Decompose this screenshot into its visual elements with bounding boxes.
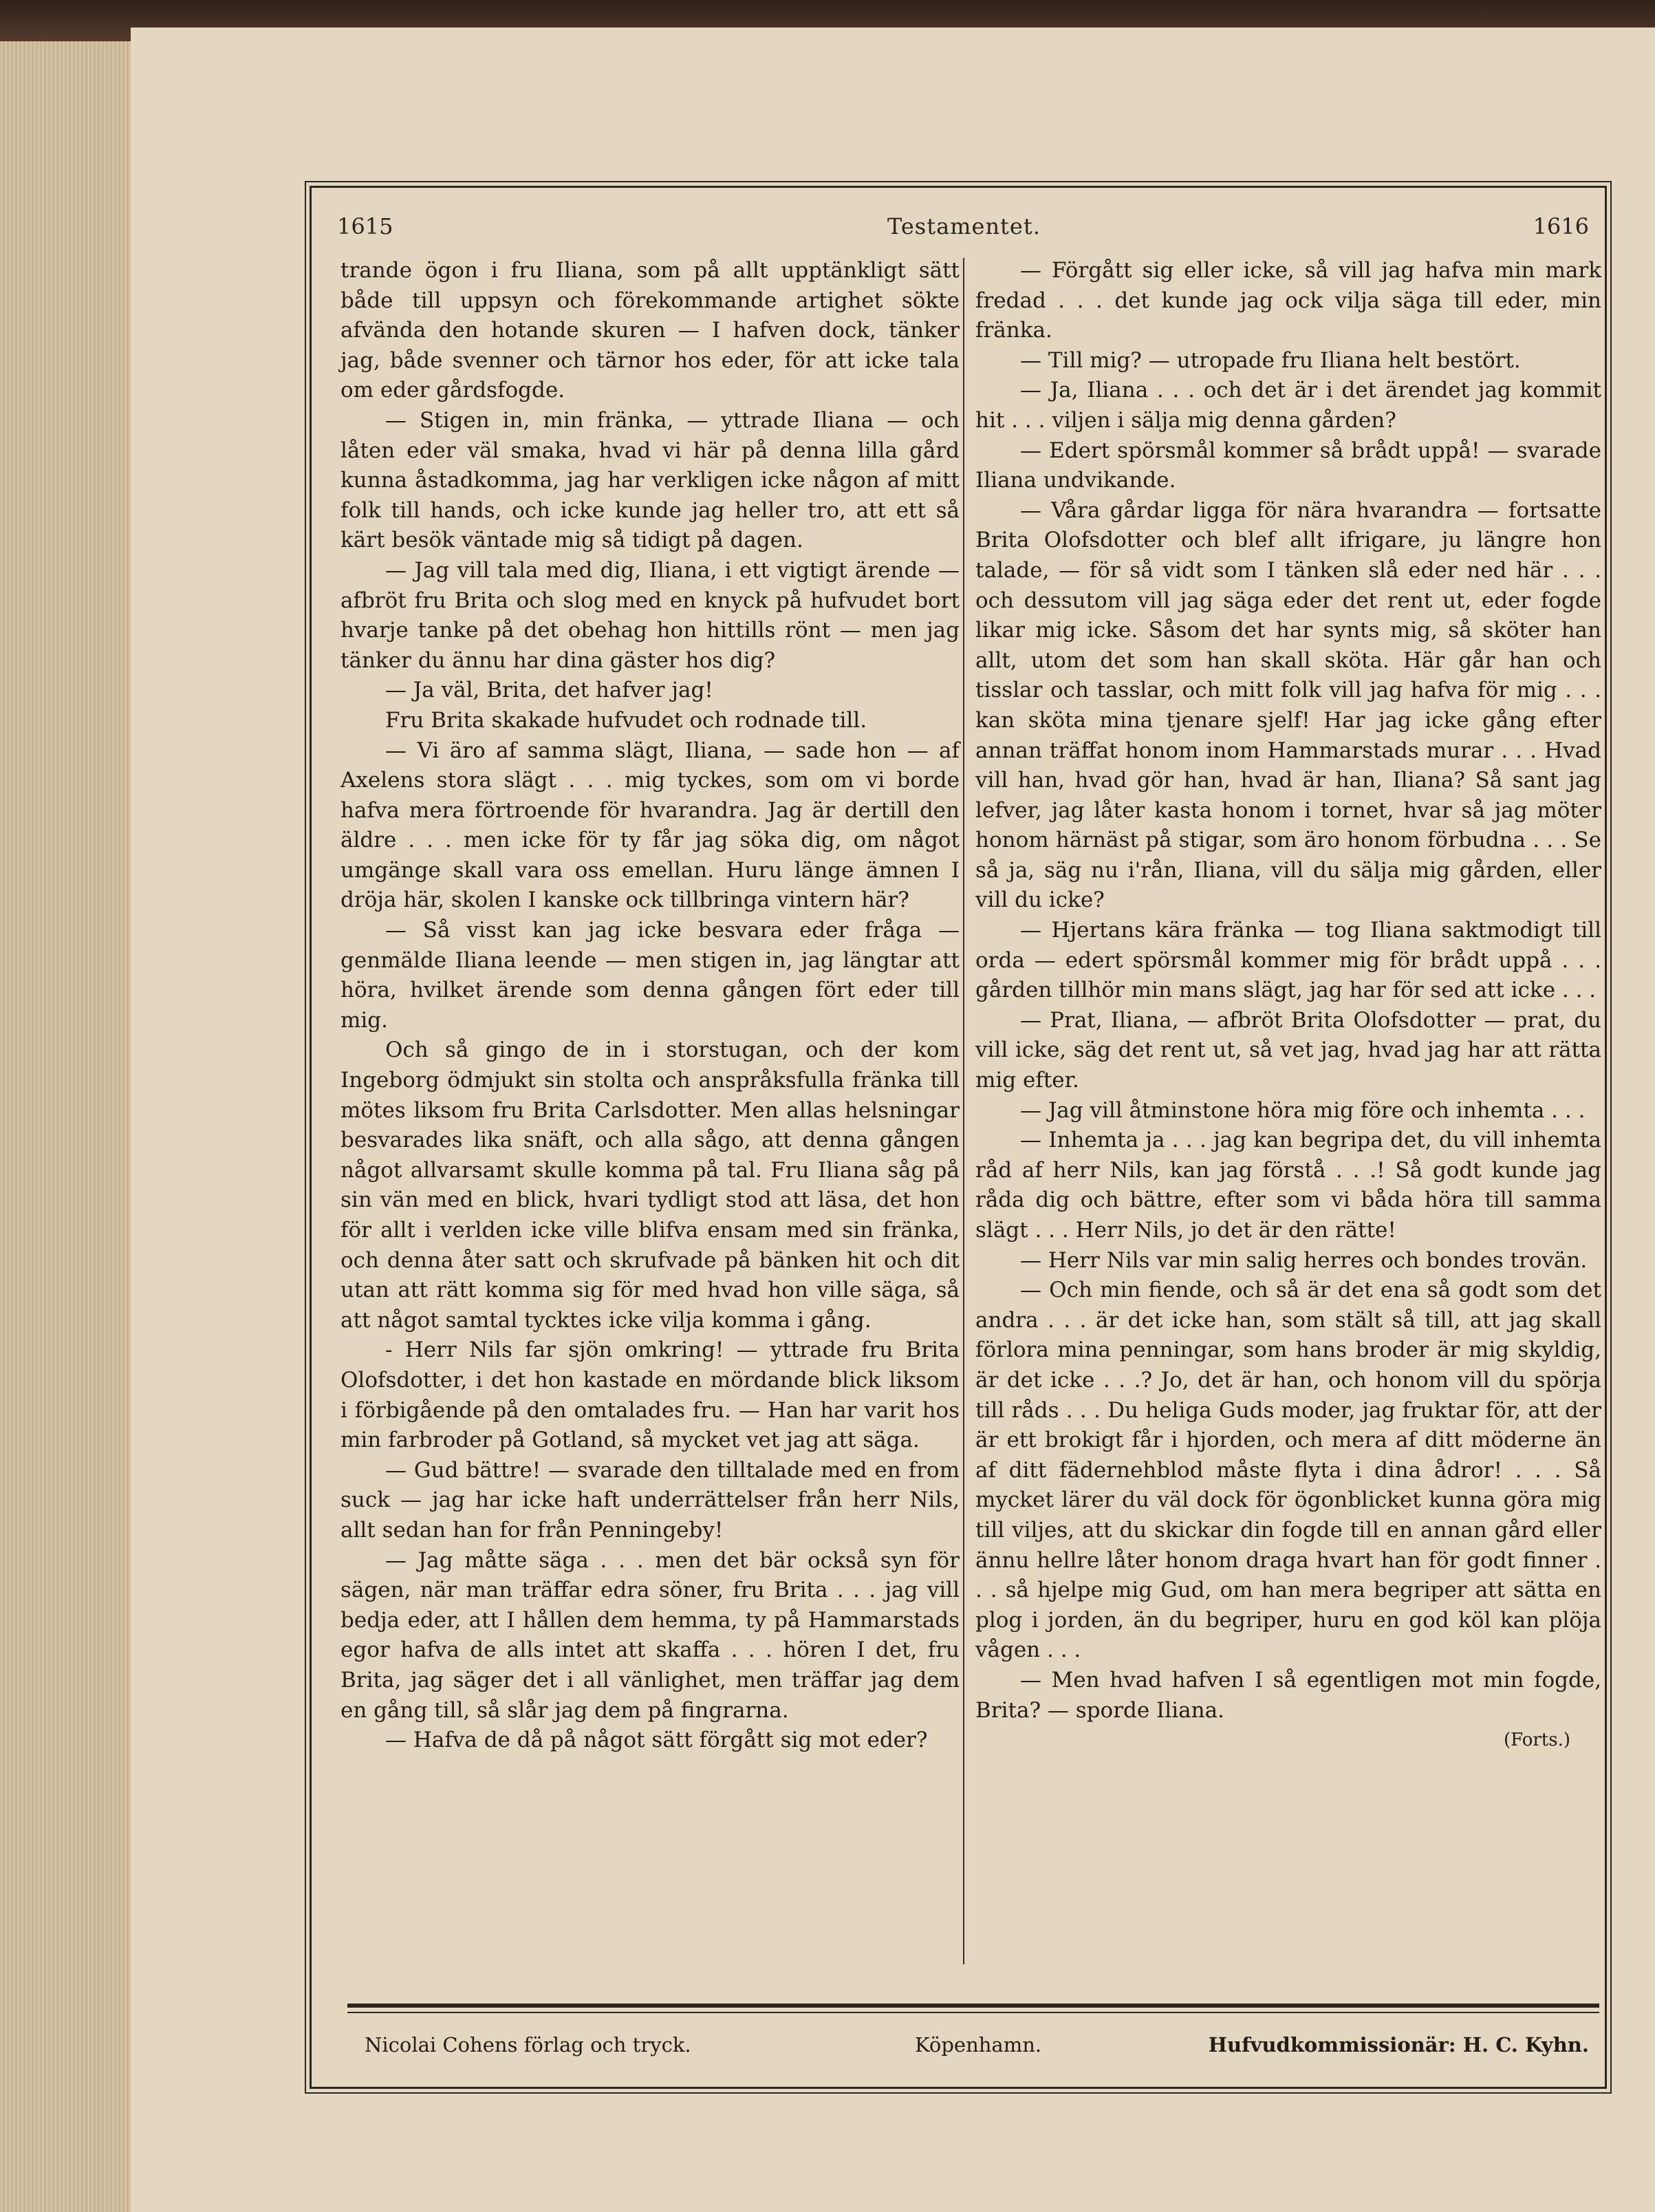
footer-rule-thin [347,2012,1599,2013]
page-number-left: 1615 [337,213,393,239]
paragraph: — Så visst kan jag icke besvara eder fråga — genmälde Iliana leende — men stigen in, jag längtar att höra, hvilket ärende som denna gången fört eder till mig. [340,918,960,1033]
publisher-line: Nicolai Cohens förlag och tryck. [365,2033,691,2057]
running-header [323,213,1596,248]
paragraph: — Men hvad hafven I så egentligen mot min fogde, Brita? — sporde Iliana. [975,1667,1601,1723]
paragraph: — Ja väl, Brita, det hafver jag! [385,678,713,703]
paragraph: — Herr Nils var min salig herres och bondes trovän. [1020,1247,1588,1273]
paragraph: — Inhemta ja . . . jag kan begripa det, du vill inhemta råd af herr Nils, kan jag förstå . . .! Så godt kunde jag råda dig och bättre, efter som vi båda höra till samma slägt . . . Herr Nils, jo det är den rätte! [975,1128,1601,1243]
paragraph: — Ja, Iliana . . . och det är i det ärendet jag kommit hit . . . viljen i sälja mig denna gården? [975,378,1601,433]
left-text-column [340,256,960,1756]
paragraph: — Och min fiende, och så är det ena så godt som det andra . . . är det icke han, som stält så till, att jag skall förlora mina penningar, som hans broder är mig skyldig, är det icke . . .? Jo, det är han, och honom vill du spörja till råds . . . Du heliga Guds moder, jag fruktar för, att der är ett brokigt får i hjorden, och mera af ditt möderne än af ditt fädernehblod måste flyta i dina ådror! . . . Så mycket lärer du väl dock för ögonblicket kunna göra mig till viljes, att du skickar din fogde till en annan gård eller ännu hellre låter honom draga hvart han för godt finner . . . så hjelpe mig Gud, om han mera begriper att sätta en plog i jorden, än du begriper, huru en god köl kan plöja vågen . . . [975,1278,1601,1663]
paragraph: — Gud bättre! — svarade den tilltalade med en from suck — jag har icke haft underrättelser från herr Nils, allt sedan han for från Penningeby! [340,1457,960,1543]
commission-line: Hufvudkommissionär: H. C. Kyhn. [1208,2033,1589,2057]
page-number-right: 1616 [1533,213,1589,239]
paragraph: — Jag vill åtminstone höra mig före och inhemta . . . [1020,1097,1586,1123]
paragraph: — Förgått sig eller icke, så vill jag hafva min mark fredad . . . det kunde jag ock vilja säga till eder, min fränka. [975,258,1601,343]
city-line: Köpenhamn. [915,2033,1042,2057]
paragraph: Och så gingo de in i storstugan, och der kom Ingeborg ödmjukt sin stolta och anspråksfulla fränka till mötes liksom fru Brita Carlsdotter. Men allas helsningar besvarades lika snäft, och alla sågo, att denna gången något allvarsamt skulle komma på tal. Fru Iliana såg på sin vän med en blick, hvari tydligt stod att läsa, det hon för allt i verlden icke ville blifva ensam med sin fränka, och denna åter satt och skrufvade på bänken hit och dit utan att rätt komma sig för med hvad hon ville säga, så att något samtal tycktes icke vilja komma i gång. [340,1038,960,1333]
paragraph: — Stigen in, min fränka, — yttrade Iliana — och låten eder väl smaka, hvad vi här på denna lilla gård kunna åstadkomma, jag har verkligen icke någon af mitt folk till hands, och icke kunde jag heller tro, att ett så kärt besök väntade mig så tidigt på dagen. [340,407,960,553]
paragraph: — Edert spörsmål kommer så brådt uppå! — svarade Iliana undvikande. [975,438,1601,493]
paragraph: — Till mig? — utropade fru Iliana helt bestört. [1020,347,1521,373]
paragraph: — Hafva de då på något sätt förgått sig mot eder? [385,1728,928,1753]
column-divider [963,258,964,1964]
book-page-edges [0,41,138,2212]
paragraph: — Vi äro af samma slägt, Iliana, — sade hon — af Axelens stora slägt . . . mig tyckes, som om vi borde hafva mera förtroende för hvarandra. Jag är dertill den äldre . . . men icke för ty får jag söka dig, om något umgänge skall vara oss emellan. Huru länge ämnen I dröja här, skolen I kanske ock tillbringa vintern här? [340,738,960,913]
paragraph: — Jag måtte säga . . . men det bär också syn för sägen, när man träffar edra söner, fru Brita . . . jag vill bedja eder, att I hållen dem hemma, ty på Hammarstads egor hafva de alls intet att skaffa . . . hören I det, fru Brita, jag säger det i all vänlighet, men träffar jag dem en gång till, så slår jag dem på fingrarna. [340,1547,960,1723]
paragraph: — Våra gårdar ligga för nära hvarandra — fortsatte Brita Olofsdotter och blef allt ifrigare, ju längre hon talade, — för så vidt som I tänken slå eder ned här . . . och dessutom vill jag säga eder det rent ut, eder fogde likar mig icke. Såsom det har synts mig, så sköter han allt, utom det som han skall sköta. Här går han och tisslar och tasslar, och mitt folk vill jag hafva för mig . . . kan sköta mina tjenare sjelf! Har jag icke gång efter annan träffat honom inom Hammarstads murar . . . Hvad vill han, hvad gör han, hvad är han, Iliana? Så sant jag lefver, jag låter kasta honom i tornet, hvar så jag möter honom härnäst på stigar, som äro honom förbudna . . . Se så ja, säg nu i'rån, Iliana, vill du sälja mig gården, eller vill du icke? [975,497,1601,913]
paragraph: - Herr Nils far sjön omkring! — yttrade fru Brita Olofsdotter, i det hon kastade en mördande blick liksom i förbigående på den omtalades fru. — Han har varit hos min farbroder på Gotland, så mycket vet jag att säga. [340,1338,960,1453]
running-title: Testamentet. [887,213,1041,239]
footer-rule-thick [347,2004,1599,2008]
paragraph: Fru Brita skakade hufvudet och rodnade till. [385,707,867,733]
right-text-column [975,256,1601,1756]
continued-note: (Forts.) [1503,1730,1570,1751]
paragraph: — Hjertans kära fränka — tog Iliana saktmodigt till orda — edert spörsmål kommer mig för brådt uppå . . . gården tillhör min mans slägt, jag har för sed att icke . . . [975,918,1601,1003]
paragraph: trande ögon i fru Iliana, som på allt upptänkligt sätt både till uppsyn och förekommande artighet sökte afvända den hotande skuren — I hafven dock, tänker jag, både svenner och tärnor hos eder, för att icke tala om eder gårdsfogde. [340,258,960,403]
paragraph: — Prat, Iliana, — afbröt Brita Olofsdotter — prat, du vill icke, säg det rent ut, så vet jag, hvad jag har att rätta mig efter. [975,1007,1601,1093]
imprint-footer [365,2033,1589,2068]
paragraph: — Jag vill tala med dig, Iliana, i ett vigtigt ärende — afbröt fru Brita och slog med en knyck på hufvudet bort hvarje tanke på det obehag hon hittills rönt — men jag tänker du ännu har dina gäster hos dig? [340,557,960,673]
